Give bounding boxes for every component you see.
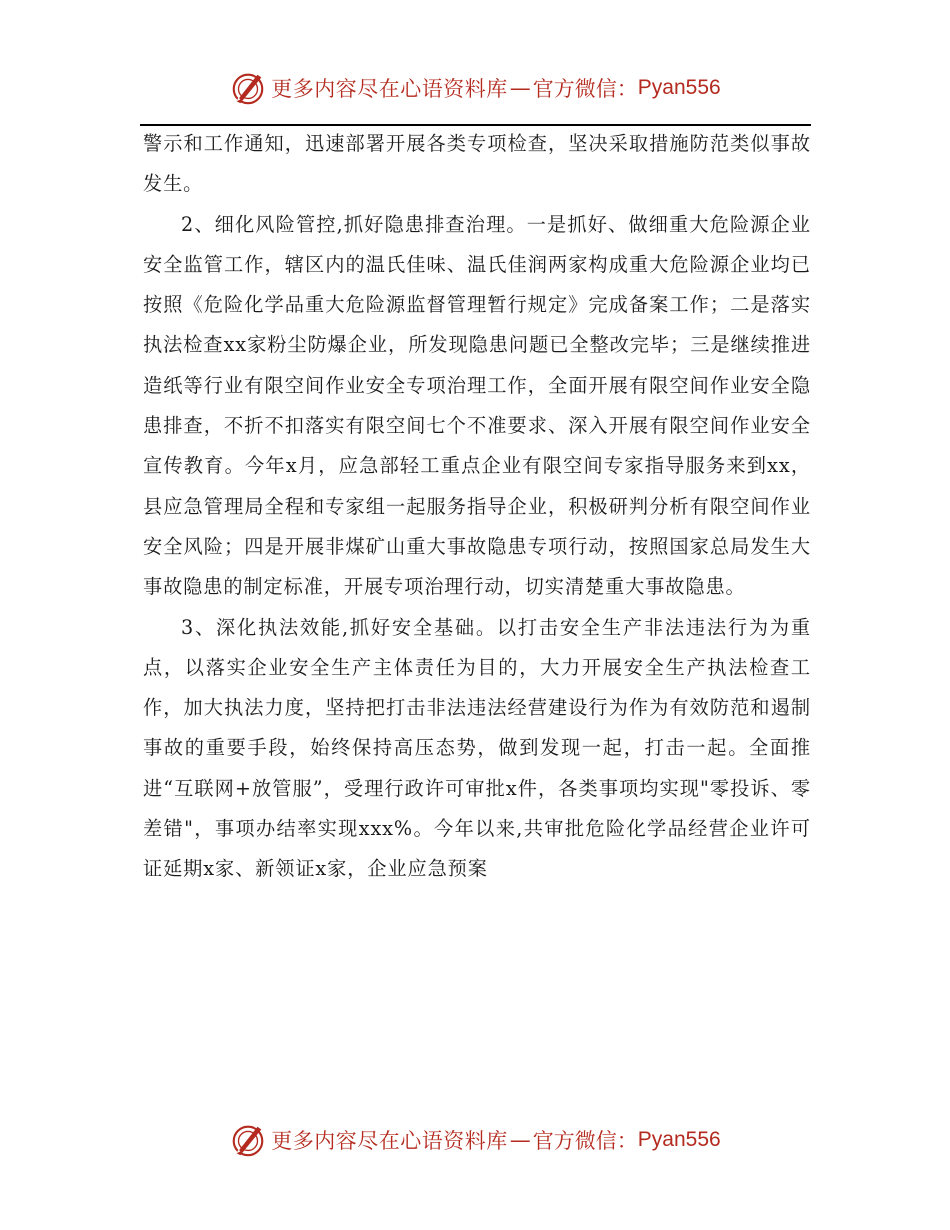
banner-separator: —: [509, 76, 531, 100]
paragraph: 2、细化风险管控,抓好隐患排查治理。一是抓好、做细重大危险源企业安全监管工作，辖区内的温氏佳味、温氏佳润两家构成重大危险源企业均已按照《危险化学品重大危险源监督管理暂行规定》完成备案工作；二是落实执法检查xx家粉尘防爆企业，所发现隐患问题已全整改完毕；三是继续推进造纸等行业有限空间作业安全专项治理工作，全面开展有限空间作业安全隐患排查，不折不扣落实有限空间七个不准要求、深入开展有限空间作业安全宣传教育。今年x月，应急部轻工重点企业有限空间专家指导服务来到xx，县应急管理局全程和专家组一起服务指导企业，积极研判分析有限空间作业安全风险；四是开展非煤矿山重大事故隐患专项行动，按照国家总局发生大事故隐患的制定标准，开展专项治理行动，切实清楚重大事故隐患。: [143, 212, 811, 599]
paragraph: 3、深化执法效能,抓好安全基础。以打击安全生产非法违法行为为重点，以落实企业安全生产主体责任为目的，大力开展安全生产执法检查工作，加大执法力度，坚持把打击非法违法经营建设行为作为有效防范和遏制事故的重要手段，始终保持高压态势，做到发现一起，打击一起。全面推进“互联网+放管服”，受理行政许可审批x件，各类事项均实现"零投诉、零差错"，事项办结率实现xxx%。今年以来,共审批危险化学品经营企业许可证延期x家、新领证x家，企业应急预案: [143, 615, 811, 881]
header-banner: [0, 66, 950, 110]
banner-wechat-label: 官方微信：: [532, 77, 638, 101]
banner-wechat-id: Pyan556: [637, 1128, 721, 1151]
paragraph: 警示和工作通知，迅速部署开展各类专项检查，坚决采取措施防范类似事故发生。: [143, 132, 811, 196]
pen-logo-icon: [229, 1121, 267, 1159]
pen-logo-icon: [229, 69, 267, 107]
banner-wechat-label: 官方微信：: [532, 1129, 638, 1153]
banner-separator: —: [509, 1128, 531, 1152]
banner-wechat-id: Pyan556: [637, 76, 721, 99]
document-body: [143, 124, 811, 890]
banner-text: 更多内容尽在心语资料库: [271, 1129, 508, 1153]
banner-text: 更多内容尽在心语资料库: [271, 77, 508, 101]
footer-banner: [0, 1118, 950, 1162]
